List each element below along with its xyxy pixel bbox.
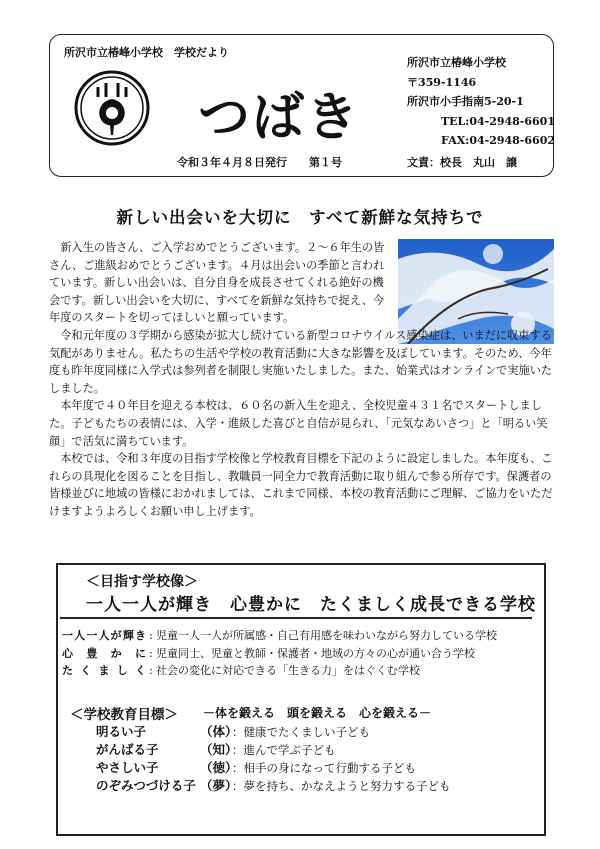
list-item xyxy=(96,759,451,777)
article-body xyxy=(49,239,555,521)
goal-child: のぞみつづける子 xyxy=(96,778,196,793)
goal-child: 明るい子 xyxy=(96,724,147,739)
vision-text: 児童同士、児童と教師・保護者・地域の方々の心が通い合う学校 xyxy=(156,646,475,660)
paragraph: 本校では、令和３年度の目指す学校像と学校教育目標を下記のように設定しました。本年度も、これらの具現化を図ることを目指し、教職員一同全力で教育活動に取り組んで参る所存です。保護者の皆様並びに地域の皆様におかれましては、これまで同様、本校の教育活動にご理解、ご協力をいただけますようよろしくお願い申し上げます。 xyxy=(49,452,553,518)
postal-code: 〒359-1146 xyxy=(407,75,477,89)
goal-child: がんばる子 xyxy=(96,742,159,757)
goal-tag: （徳） xyxy=(200,760,238,775)
street-address: 所沢市小手指南5-20-1 xyxy=(407,95,524,108)
issuer-label: 所沢市立椿峰小学校 学校だより xyxy=(64,46,229,59)
author-credit: 文責：校長 丸山 譲 xyxy=(407,156,517,169)
fax-number: FAX:04-2948-6602 xyxy=(441,134,555,147)
newsletter-header xyxy=(49,34,554,177)
school-vision-header xyxy=(56,569,546,615)
vision-text: 児童一人一人が所属感・自己有用感を味わいながら努力している学校 xyxy=(156,629,497,642)
article-headline: 新しい出会いを大切に すべて新鮮な気持ちで xyxy=(116,208,484,227)
issue-date: 令和３年４月８日発行 第１号 xyxy=(177,156,342,169)
colon: : xyxy=(149,664,153,678)
school-name: 所沢市立椿峰小学校 xyxy=(407,56,506,69)
camellia-crest-icon xyxy=(72,63,152,153)
newsletter-title: つばき xyxy=(198,88,361,148)
vision-text: 社会の変化に対応できる「生きる力」をはぐくむ学校 xyxy=(156,664,420,678)
paragraph: 新入生の皆さん、ご入学おめでとうございます。２～６年生の皆さん、ご進級おめでとうございます。４月は出会いの季節と言われています。新しい出会いは、自分自身を成長させてくれる絶好の機会です。新しい出会いを大切に、すべてを新鮮な気持ちで捉え、今年度のスタートを切ってほしいと願っています。 xyxy=(49,241,385,325)
list-item xyxy=(96,777,451,795)
education-goals-motto: －体を鍛える 頭を鍛える 心を鍛える－ xyxy=(203,706,432,720)
goal-tag: （夢） xyxy=(200,778,238,793)
tel-number: TEL:04-2948-6601 xyxy=(440,114,555,128)
goal-text: ：相手の身になって行動する子ども xyxy=(232,761,416,775)
goal-child: やさしい子 xyxy=(96,760,159,775)
paragraph: 令和元年度の３学期から感染が拡大し続けている新型コロナウイルス感染症は、いまだに収束する気配がありません。私たちの生活や学校の教育活動に大きな影響を及ぼしています。そのため、今年度も昨年度同様に入学式は参列者を制限し実施いたしました。また、始業式はオンラインで実施いたしました。 xyxy=(49,328,553,395)
school-vision-heading: ＜目指す学校像＞ xyxy=(86,574,198,590)
school-vision-list xyxy=(62,627,497,680)
education-goals-heading: ＜学校教育目標＞ xyxy=(70,707,178,723)
education-goals-list xyxy=(96,723,451,795)
divider xyxy=(60,617,532,619)
list-item xyxy=(62,627,497,645)
list-item xyxy=(96,741,451,759)
vision-key: 心豊かに xyxy=(62,646,146,660)
school-address-block xyxy=(407,53,555,151)
list-item xyxy=(62,645,497,663)
goal-tag: （体） xyxy=(200,724,238,739)
colon: : xyxy=(149,646,153,660)
school-vision-main: 一人一人が輝き 心豊かに たくましく成長できる学校 xyxy=(86,595,536,615)
colon: : xyxy=(149,629,153,642)
goal-tag: （知） xyxy=(200,742,238,757)
list-item xyxy=(96,723,451,741)
list-item xyxy=(62,662,497,680)
goal-text: ：夢を持ち、かなえようと努力する子ども xyxy=(232,779,451,793)
vision-key: たくましく xyxy=(62,664,146,678)
vision-key: 一人一人が輝き xyxy=(62,629,146,642)
paragraph: 本年度で４０年目を迎える本校は、６０名の新入生を迎え、全校児童４３１名でスタートしました。子どもたちの表情には、入学・進級した喜びと自信が見られ、「元気なあいさつ」と「明るい笑顔」で活気に満ちています。 xyxy=(49,399,548,448)
goal-text: ：進んで学ぶ子ども xyxy=(232,743,336,757)
goal-text: ：健康でたくましい子ども xyxy=(232,725,370,739)
